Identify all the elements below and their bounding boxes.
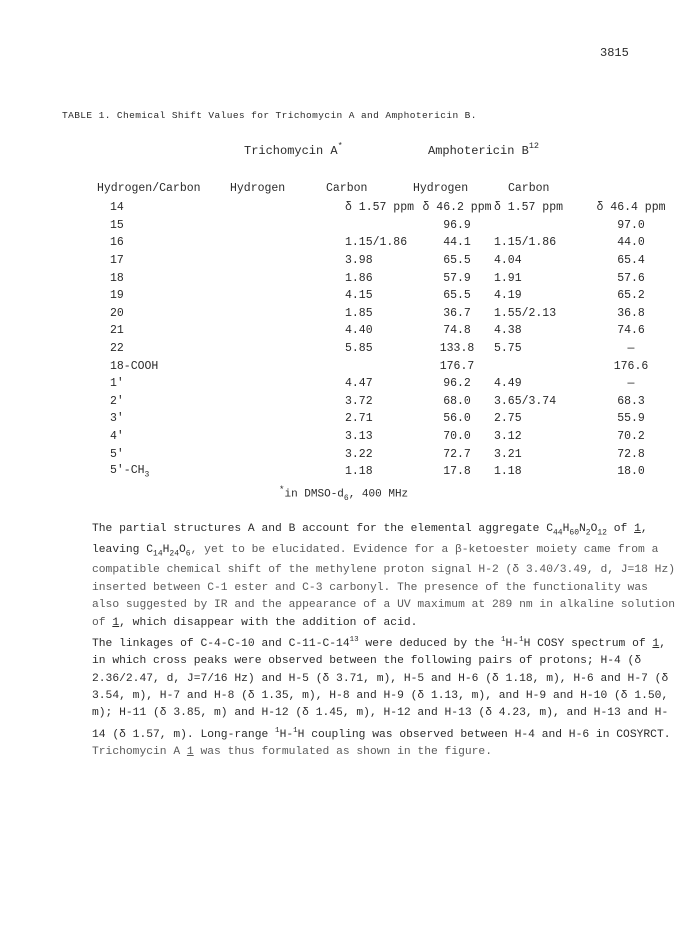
cell-amb-carbon: δ 46.4 ppm xyxy=(596,201,666,215)
cell-amb-hydrogen xyxy=(494,217,593,235)
table-row xyxy=(0,410,669,428)
cell-position: 17 xyxy=(110,254,124,268)
cell-tri-hydrogen: 3.72 xyxy=(345,394,373,408)
cell-position: 2' xyxy=(110,394,124,408)
table-row xyxy=(0,217,669,235)
cell-amb-hydrogen: 3.21 xyxy=(494,447,522,461)
cell-tri-carbon: 65.5 xyxy=(443,254,471,268)
cell-position: 4' xyxy=(110,430,124,444)
compound-ref: 1 xyxy=(112,616,120,629)
cell-tri-hydrogen: 3.13 xyxy=(345,430,373,444)
table-row xyxy=(0,445,669,463)
cell-tri-carbon: 56.0 xyxy=(443,412,471,426)
cell-amb-carbon: 36.8 xyxy=(617,306,645,320)
cell-tri-hydrogen: δ 1.57 ppm xyxy=(345,201,415,215)
cell-tri-carbon: 68.0 xyxy=(443,394,471,408)
cell-position: 1' xyxy=(110,377,124,391)
table-row xyxy=(0,234,669,252)
cell-amb-carbon: 18.0 xyxy=(617,465,645,479)
table-row xyxy=(0,287,669,305)
col-header-amb-carbon: Carbon xyxy=(508,182,550,195)
page-number: 3815 xyxy=(600,46,629,60)
col-header-position: Hydrogen/Carbon xyxy=(97,182,201,195)
footnote-mark: * xyxy=(337,141,343,151)
cell-tri-hydrogen: 5.85 xyxy=(345,342,373,356)
table-row xyxy=(0,269,669,287)
cell-amb-carbon: 55.9 xyxy=(617,412,645,426)
table-row xyxy=(0,305,669,323)
cell-tri-hydrogen: 1.85 xyxy=(345,306,373,320)
cell-tri-carbon: 176.7 xyxy=(439,359,475,373)
cell-amb-hydrogen: 5.75 xyxy=(494,342,522,356)
table-row xyxy=(0,199,669,217)
col-header-tri-carbon: Carbon xyxy=(326,182,368,195)
cell-tri-hydrogen: 4.15 xyxy=(345,289,373,303)
cell-amb-carbon: 70.2 xyxy=(617,430,645,444)
cell-position: 18 xyxy=(110,271,124,285)
cell-position: 20 xyxy=(110,306,124,320)
cell-amb-hydrogen: 1.91 xyxy=(494,271,522,285)
cell-tri-carbon: 57.9 xyxy=(443,271,471,285)
cell-amb-hydrogen: 4.49 xyxy=(494,377,522,391)
table-row xyxy=(0,340,669,358)
cell-amb-carbon: 44.0 xyxy=(617,236,645,250)
reference-mark: 13 xyxy=(349,635,359,644)
cell-amb-hydrogen xyxy=(494,357,593,375)
table-caption: TABLE 1. Chemical Shift Values for Trichomycin A and Amphotericin B. xyxy=(62,110,477,121)
col-header-amb-hydrogen: Hydrogen xyxy=(413,182,469,195)
chemical-shift-table xyxy=(0,199,669,481)
cell-tri-carbon: 72.7 xyxy=(443,447,471,461)
cell-tri-hydrogen: 4.47 xyxy=(345,377,373,391)
paragraph-2: The linkages of C-4-C-10 and $C-11-C-14^{13}$ were deduced by the $^1$H-$^1$H COSY spectrum of 1, in which cross peaks were observed between the following pairs of protons; H-4 (δ 2.36/2.47, d, J=7/16 Hz) and H-5 (δ 3.71, m), H-5 and H-6 (δ 1.18, m), H-6 and H-7 (δ 3.54, m), H-7 and H-8 (δ 1.35, m), H-8 and H-9 (δ 1.13, m), and H-9 and H-10 (δ 1.50, m); H-11 (δ 3.85, m) and H-12 (δ 1.45, m), H-12 and H-13 (δ 4.23, m), and H-13 and H-14 (δ 1.57, m). Long-range $^1$H-$^1$H coupling was observed between H-4 and H-6 in COSYRCT. xyxy=(92,635,671,741)
cell-amb-carbon: — xyxy=(627,342,635,356)
cell-tri-hydrogen: 2.71 xyxy=(345,412,373,426)
table-row xyxy=(0,393,669,411)
cell-tri-hydrogen: 1.86 xyxy=(345,271,373,285)
cell-tri-carbon: 17.8 xyxy=(443,465,471,479)
cell-amb-carbon: 97.0 xyxy=(617,218,645,232)
footnote-mark: * xyxy=(279,484,285,495)
table-footnote xyxy=(279,484,408,503)
group-header-trichomycin xyxy=(244,142,343,158)
cell-amb-hydrogen: 4.19 xyxy=(494,289,522,303)
cell-amb-carbon: 65.2 xyxy=(617,289,645,303)
cell-amb-hydrogen: 1.55/2.13 xyxy=(494,306,557,320)
cell-tri-carbon: 44.1 xyxy=(443,236,471,250)
body-text xyxy=(56,521,676,761)
cell-tri-carbon: 74.8 xyxy=(443,324,471,338)
cell-tri-carbon: δ 46.2 ppm xyxy=(422,201,492,215)
cell-amb-hydrogen: 1.15/1.86 xyxy=(494,236,557,250)
formula: $C_{14}H_{24}O_6$ xyxy=(146,543,191,558)
cell-amb-hydrogen: 4.38 xyxy=(494,324,522,338)
footnote-text: in DMSO-d xyxy=(284,488,344,501)
cell-position: 3' xyxy=(110,412,124,426)
cell-tri-hydrogen xyxy=(345,217,420,235)
cell-tri-carbon: 65.5 xyxy=(443,289,471,303)
cell-position: $5'-CH_3$ xyxy=(110,464,150,480)
cell-tri-hydrogen: 3.98 xyxy=(345,254,373,268)
group-header-amphotericin xyxy=(428,142,539,158)
cell-position: 21 xyxy=(110,324,124,338)
cell-amb-hydrogen: 2.75 xyxy=(494,412,522,426)
cell-tri-hydrogen: 4.40 xyxy=(345,324,373,338)
cell-position: 16 xyxy=(110,236,124,250)
cell-amb-hydrogen: δ 1.57 ppm xyxy=(494,201,564,215)
compound-ref: 1 xyxy=(652,637,660,650)
cell-tri-hydrogen: 1.15/1.86 xyxy=(345,236,408,250)
table-row xyxy=(0,428,669,446)
cell-tri-carbon: 36.7 xyxy=(443,306,471,320)
cell-position: 19 xyxy=(110,289,124,303)
group-header-label: Amphotericin B xyxy=(428,144,529,158)
table-row xyxy=(0,463,669,481)
paragraph-1: The partial structures A and B account for the elemental aggregate $C_{44}H_{60}N_2O_{12}$ of 1, leaving $C_{14}H_{24}O_6$, yet to be elucidated. Evidence for a β-ketoester moiety came from a compatible chemical shift of the methylene proton signal H-2 (δ 3.40/3.49, d, J=18 Hz) inserted between C-1 ester and C-3 carbonyl. The presence of the functionality was also suggested by IR and the appearance of a UV maximum at 289 nm in alkaline solution of 1, which disappear with the addition of acid. xyxy=(92,523,676,629)
compound-ref: 1 xyxy=(634,523,641,535)
cell-position: 5' xyxy=(110,447,124,461)
cell-amb-carbon: 72.8 xyxy=(617,447,645,461)
table-row xyxy=(0,357,669,375)
cell-amb-carbon: 68.3 xyxy=(617,394,645,408)
cell-amb-hydrogen: 3.12 xyxy=(494,430,522,444)
paragraph-3: Trichomycin A 1 was thus formulated as shown in the figure. xyxy=(92,745,492,758)
cell-position: 14 xyxy=(110,201,124,215)
formula: $C_{44}H_{60}N_2O_{12}$ xyxy=(546,523,607,538)
cell-amb-hydrogen: 4.04 xyxy=(494,254,522,268)
footnote-text-end: , 400 MHz xyxy=(348,488,409,501)
cell-amb-carbon: 57.6 xyxy=(617,271,645,285)
reference-mark: 12 xyxy=(528,141,540,151)
table-row xyxy=(0,375,669,393)
col-header-tri-hydrogen: Hydrogen xyxy=(230,182,286,195)
cell-tri-hydrogen xyxy=(345,357,420,375)
cell-position: 15 xyxy=(110,218,124,232)
cell-amb-carbon: — xyxy=(627,377,635,391)
compound-ref: 1 xyxy=(186,745,194,758)
cell-tri-hydrogen: 1.18 xyxy=(345,465,373,479)
table-row xyxy=(0,252,669,270)
cell-amb-hydrogen: 1.18 xyxy=(494,465,522,479)
cell-position: 22 xyxy=(110,342,124,356)
cell-tri-hydrogen: 3.22 xyxy=(345,447,373,461)
cell-tri-carbon: 96.2 xyxy=(443,377,471,391)
cell-amb-carbon: 74.6 xyxy=(617,324,645,338)
cell-position: 18-COOH xyxy=(110,359,159,373)
cell-tri-carbon: 70.0 xyxy=(443,430,471,444)
cell-amb-carbon: 176.6 xyxy=(613,359,649,373)
cell-amb-carbon: 65.4 xyxy=(617,254,645,268)
cell-tri-carbon: 96.9 xyxy=(443,218,471,232)
table-row xyxy=(0,322,669,340)
group-header-label: Trichomycin A xyxy=(244,144,338,158)
cell-amb-hydrogen: 3.65/3.74 xyxy=(494,394,557,408)
cell-tri-carbon: 133.8 xyxy=(439,342,475,356)
footnote-subscript: 6 xyxy=(343,493,349,503)
